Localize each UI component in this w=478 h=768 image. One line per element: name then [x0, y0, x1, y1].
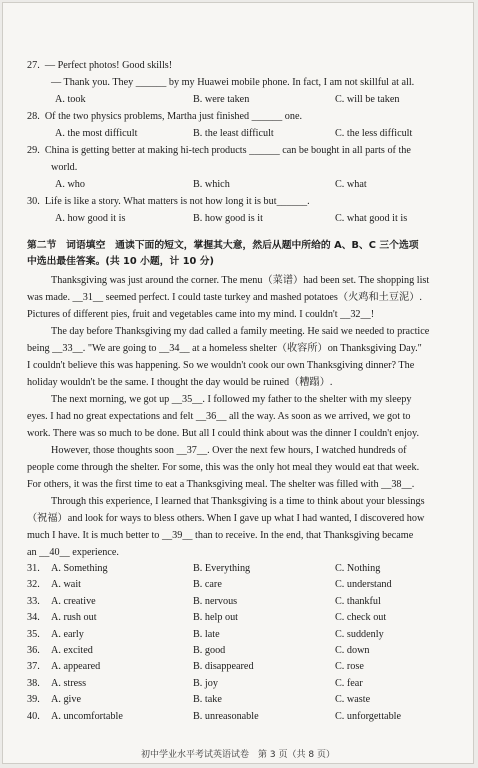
answer-option-b[interactable]: B. help out: [193, 612, 238, 624]
passage-line: work. There was so much to be done. But all I could think about was the dinner I couldn't enjoy.: [27, 428, 419, 439]
answer-option-a[interactable]: A. wait: [51, 579, 81, 591]
q29-line2: world.: [51, 162, 78, 173]
answer-number: 38.: [27, 677, 40, 689]
answer-option-c[interactable]: C. down: [335, 645, 370, 656]
q27-line1: 27. — Perfect photos! Good skills!: [27, 60, 173, 71]
passage-line: Pictures of different pies, fruit and vegetables came into my mind. I couldn't __32__!: [27, 309, 375, 320]
answer-option-b[interactable]: B. late: [193, 628, 220, 640]
passage-line: much I have. It is much better to __39__ than to receive. In the end, that Thanksgiving became: [27, 530, 414, 541]
answer-option-a[interactable]: A. early: [51, 628, 84, 640]
answer-number: 32.: [27, 579, 40, 591]
passage-line: holiday wouldn't be the same. I thought the day would be ruined（糟蹋）.: [27, 377, 333, 388]
q29-line1: 29. China is getting better at making hi-tech products ______ can be bought in all parts of the: [27, 145, 411, 156]
q27-option-c[interactable]: C. will be taken: [335, 94, 400, 105]
passage-line: For others, it was the first time to eat a Thanksgiving meal. The shelter was filled with __38__.: [27, 479, 415, 490]
answer-option-a[interactable]: A. give: [51, 694, 81, 706]
passage-line: The day before Thanksgiving my dad called a family meeting. He said we needed to practice: [51, 326, 430, 337]
passage-line: eyes. I had no great expectations and felt __36__ all the way. As soon as we arrived, we got to: [27, 411, 411, 422]
passage-line: The next morning, we got up __35__. I followed my father to the shelter with my sleepy: [51, 394, 412, 405]
answer-option-a[interactable]: A. uncomfortable: [51, 710, 123, 722]
passage-line: （祝福）and look for ways to bless others. When I gave up what I had wanted, I discovered how: [27, 513, 425, 524]
answer-number: 40.: [27, 710, 40, 722]
q30-line1: 30. Life is like a story. What matters is not how long it is but______.: [27, 196, 310, 207]
passage-line: Thanksgiving was just around the corner. The menu（菜谱）had been set. The shopping list: [51, 275, 430, 286]
passage-line: Through this experience, I learned that Thanksgiving is a time to think about your blessings: [51, 496, 425, 507]
passage-line: being __33__. "We are going to __34__ at a homeless shelter（收容所）on Thanksgiving Day.": [27, 343, 422, 354]
answer-option-c[interactable]: C. waste: [335, 694, 371, 706]
answer-option-b[interactable]: B. unreasonable: [193, 710, 259, 722]
q27-option-b[interactable]: B. were taken: [193, 94, 250, 105]
answer-option-b[interactable]: B. take: [193, 694, 222, 706]
passage-line: was made. __31__ seemed perfect. I could taste turkey and mashed potatoes（火鸡和土豆泥）.: [27, 292, 422, 303]
answer-option-a[interactable]: A. rush out: [51, 612, 97, 624]
passage-line: people come through the shelter. For some, this was the only hot meal they would eat that week.: [27, 462, 420, 473]
answer-number: 39.: [27, 694, 40, 706]
answer-number: 34.: [27, 612, 40, 624]
answer-option-b[interactable]: B. nervous: [193, 595, 238, 607]
answer-number: 36.: [27, 645, 40, 656]
q29-option-c[interactable]: C. what: [335, 179, 367, 190]
answer-option-b[interactable]: B. joy: [193, 677, 218, 689]
answer-option-b[interactable]: B. disappeared: [193, 661, 254, 673]
answer-option-a[interactable]: A. appeared: [51, 661, 101, 673]
answer-option-b[interactable]: B. care: [193, 579, 222, 591]
q27-option-a[interactable]: A. took: [55, 94, 86, 105]
answer-option-c[interactable]: C. thankful: [335, 595, 381, 607]
answer-number: 37.: [27, 661, 40, 673]
answer-option-c[interactable]: C. rose: [335, 661, 364, 673]
passage-line: However, those thoughts soon __37__. Over the next few hours, I watched hundreds of: [51, 445, 407, 456]
q29-option-b[interactable]: B. which: [193, 179, 230, 190]
passage-line: an __40__ experience.: [27, 547, 119, 558]
q30-option-a[interactable]: A. how good it is: [55, 213, 126, 224]
answer-number: 31.: [27, 563, 40, 574]
q29-option-a[interactable]: A. who: [55, 179, 85, 190]
q30-option-b[interactable]: B. how good is it: [193, 213, 263, 224]
q27-line2: — Thank you. They ______ by my Huawei mobile phone. In fact, I am not skillful at all.: [51, 77, 415, 88]
q28-line1: 28. Of the two physics problems, Martha just finished ______ one.: [27, 111, 303, 122]
exam-page: [2, 2, 474, 764]
q30-option-c[interactable]: C. what good it is: [335, 213, 408, 224]
answer-option-a[interactable]: A. stress: [51, 677, 87, 689]
answer-number: 33.: [27, 595, 40, 607]
answer-option-c[interactable]: C. suddenly: [335, 628, 384, 640]
answer-option-c[interactable]: C. fear: [335, 677, 363, 689]
q28-option-b[interactable]: B. the least difficult: [193, 128, 274, 139]
q28-option-a[interactable]: A. the most difficult: [55, 128, 138, 139]
passage-line: I couldn't believe this was happening. So we wouldn't cook our own Thanksgiving dinner? The: [27, 360, 415, 371]
section-instructions: 中选出最佳答案。(共 10 小题，计 10 分): [27, 256, 215, 267]
answer-option-c[interactable]: C. Nothing: [335, 563, 381, 574]
answer-number: 35.: [27, 628, 40, 640]
section-heading: 第二节 词语填空 通读下面的短文，掌握其大意，然后从题中所给的 A、B、C 三个选项: [27, 240, 419, 251]
answer-option-c[interactable]: C. check out: [335, 612, 387, 624]
answer-option-c[interactable]: C. understand: [335, 579, 392, 591]
answer-option-a[interactable]: A. creative: [51, 595, 96, 607]
page-footer: 初中学业水平考试英语试卷 第 3 页（共 8 页）: [141, 750, 335, 760]
answer-option-b[interactable]: B. good: [193, 645, 226, 656]
answer-option-c[interactable]: C. unforgettable: [335, 710, 402, 722]
answer-option-a[interactable]: A. excited: [51, 645, 93, 656]
q28-option-c[interactable]: C. the less difficult: [335, 128, 413, 139]
answer-option-b[interactable]: B. Everything: [193, 563, 251, 574]
answer-option-a[interactable]: A. Something: [51, 563, 108, 574]
